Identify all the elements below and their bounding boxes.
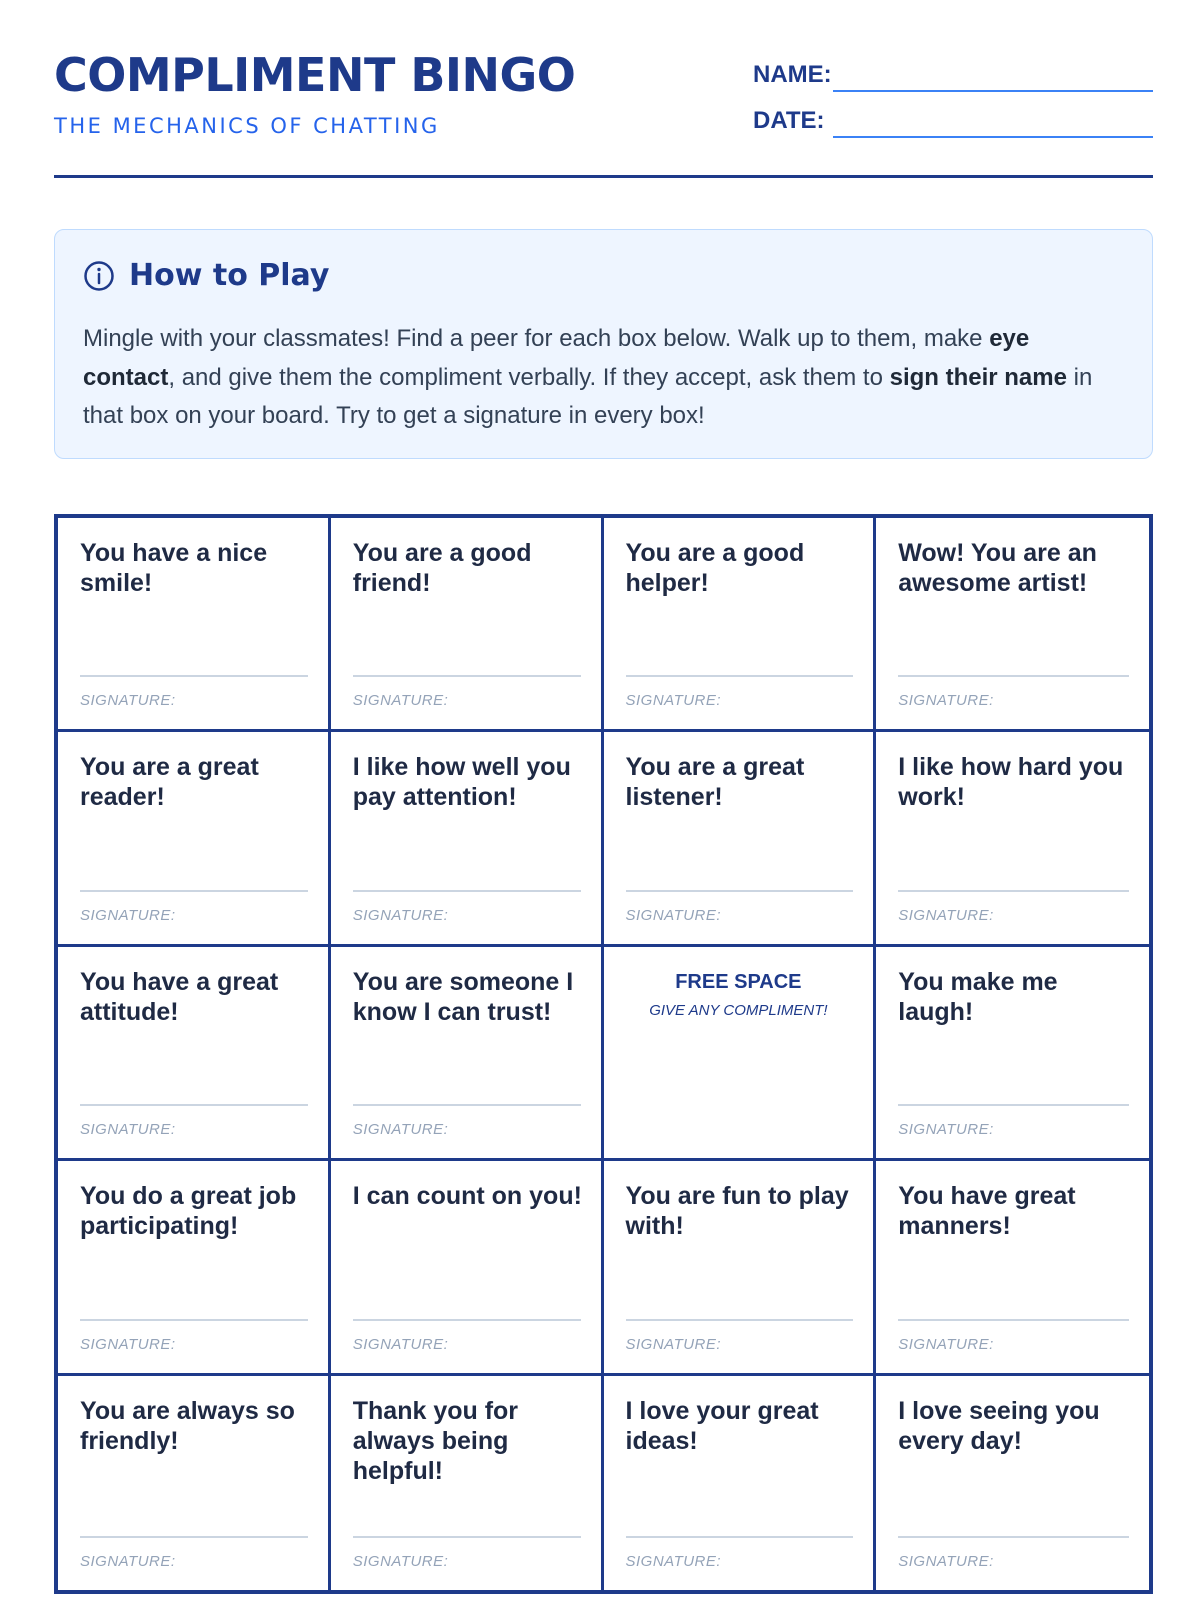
how-to-play-title: How to Play: [129, 258, 330, 293]
how-to-play-bold-eye-contact: eye contact: [83, 325, 1030, 391]
free-space-title: FREE SPACE: [675, 970, 802, 993]
date-label: DATE:: [753, 107, 825, 134]
info-icon: [83, 260, 115, 292]
signature-line[interactable]: [898, 675, 1129, 677]
name-line[interactable]: [833, 90, 1153, 92]
how-to-play-panel: [54, 229, 1153, 459]
bingo-cell[interactable]: [331, 947, 604, 1161]
compliment-text: You are always so friendly!: [80, 1396, 295, 1455]
compliment-text: I love seeing you every day!: [898, 1396, 1100, 1455]
signature-line[interactable]: [898, 890, 1129, 892]
compliment-text: I like how well you pay attention!: [352, 753, 571, 812]
signature-label: SIGNATURE:: [898, 1121, 994, 1139]
compliment-text: I can count on you!: [352, 1182, 582, 1211]
bingo-cell[interactable]: [604, 732, 877, 946]
signature-label: SIGNATURE:: [625, 692, 722, 710]
signature-label: SIGNATURE:: [898, 692, 994, 710]
bingo-cell[interactable]: [58, 1376, 331, 1590]
signature-line[interactable]: [80, 1104, 308, 1106]
signature-label: SIGNATURE:: [352, 692, 449, 710]
bingo-cell[interactable]: [58, 947, 331, 1161]
page-title: COMPLIMENT BINGO: [54, 48, 576, 102]
how-to-play-header: [83, 258, 329, 293]
bingo-cell[interactable]: [331, 518, 604, 732]
bingo-cell[interactable]: [604, 1161, 877, 1375]
compliment-text: I love your great ideas!: [625, 1396, 819, 1455]
compliment-text: You are fun to play with!: [625, 1182, 849, 1241]
name-field[interactable]: [753, 58, 1153, 98]
bingo-cell[interactable]: [876, 518, 1149, 732]
compliment-text: You are a great reader!: [80, 753, 259, 812]
name-label: NAME:: [753, 61, 832, 88]
bingo-cell[interactable]: [331, 732, 604, 946]
compliment-text: You make me laugh!: [898, 967, 1058, 1026]
bingo-cell[interactable]: [604, 518, 877, 732]
signature-line[interactable]: [626, 675, 854, 677]
signature-line[interactable]: [353, 890, 581, 892]
signature-label: SIGNATURE:: [625, 1552, 722, 1570]
compliment-text: Wow! You are an awesome artist!: [898, 539, 1097, 597]
compliment-text: Thank you for always being helpful!: [352, 1396, 519, 1485]
signature-label: SIGNATURE:: [80, 1335, 176, 1353]
signature-line[interactable]: [353, 1319, 581, 1321]
compliment-text: You have a great attitude!: [80, 967, 279, 1026]
how-to-play-bold-sign-name: sign their name: [889, 363, 1067, 391]
signature-label: SIGNATURE:: [352, 1121, 449, 1139]
signature-line[interactable]: [80, 890, 308, 892]
compliment-text: You are a good helper!: [625, 539, 805, 597]
bingo-board: [54, 514, 1153, 1594]
signature-line[interactable]: [626, 1536, 854, 1538]
bingo-cell[interactable]: [58, 1161, 331, 1375]
compliment-text: You are someone I know I can trust!: [352, 967, 574, 1026]
signature-label: SIGNATURE:: [352, 1335, 449, 1353]
compliment-text: You are a good friend!: [352, 539, 532, 597]
date-line[interactable]: [833, 136, 1153, 138]
signature-line[interactable]: [353, 1536, 581, 1538]
how-to-play-text: [83, 320, 1123, 436]
free-space-subtitle: GIVE ANY COMPLIMENT!: [649, 1001, 828, 1019]
signature-label: SIGNATURE:: [898, 1335, 994, 1353]
compliment-text: You have great manners!: [898, 1182, 1076, 1241]
compliment-text: You are a great listener!: [625, 753, 805, 812]
signature-line[interactable]: [626, 890, 854, 892]
worksheet-page: [54, 0, 1153, 1570]
bingo-cell[interactable]: [331, 1161, 604, 1375]
compliment-text: I like how hard you work!: [898, 753, 1124, 812]
bingo-free-space[interactable]: [604, 947, 877, 1161]
bingo-cell[interactable]: [604, 1376, 877, 1590]
bingo-cell[interactable]: [876, 1376, 1149, 1590]
signature-label: SIGNATURE:: [80, 1552, 176, 1570]
how-to-play-text-1: Mingle with your classmates! Find a peer for each box below. Walk up to them, make: [83, 325, 990, 352]
signature-line[interactable]: [353, 1104, 581, 1106]
signature-label: SIGNATURE:: [80, 692, 176, 710]
signature-line[interactable]: [80, 1319, 308, 1321]
signature-line[interactable]: [80, 1536, 308, 1538]
signature-label: SIGNATURE:: [80, 1121, 176, 1139]
signature-line[interactable]: [898, 1536, 1129, 1538]
signature-label: SIGNATURE:: [352, 906, 449, 924]
signature-line[interactable]: [626, 1319, 854, 1321]
signature-line[interactable]: [353, 675, 581, 677]
bingo-cell[interactable]: [58, 732, 331, 946]
signature-label: SIGNATURE:: [898, 1552, 994, 1570]
page-header: [54, 0, 1153, 178]
signature-label: SIGNATURE:: [80, 906, 176, 924]
bingo-cell[interactable]: [331, 1376, 604, 1590]
signature-label: SIGNATURE:: [898, 906, 994, 924]
signature-line[interactable]: [898, 1104, 1129, 1106]
compliment-text: You do a great job participating!: [80, 1182, 297, 1241]
signature-label: SIGNATURE:: [352, 1552, 449, 1570]
bingo-cell[interactable]: [876, 732, 1149, 946]
signature-label: SIGNATURE:: [625, 906, 722, 924]
compliment-text: You have a nice smile!: [80, 539, 268, 597]
how-to-play-text-2: , and give them the compliment verbally. If they accept, ask them to: [168, 363, 890, 391]
signature-line[interactable]: [80, 675, 308, 677]
bingo-cell[interactable]: [876, 1161, 1149, 1375]
bingo-cell[interactable]: [58, 518, 331, 732]
signature-line[interactable]: [898, 1319, 1129, 1321]
page-subtitle: THE MECHANICS OF CHATTING: [54, 114, 440, 138]
how-to-play-text-3: in that box on your board. Try to get a signature in every box!: [83, 363, 1093, 429]
date-field[interactable]: [753, 104, 1153, 144]
signature-label: SIGNATURE:: [625, 1335, 722, 1353]
bingo-cell[interactable]: [876, 947, 1149, 1161]
